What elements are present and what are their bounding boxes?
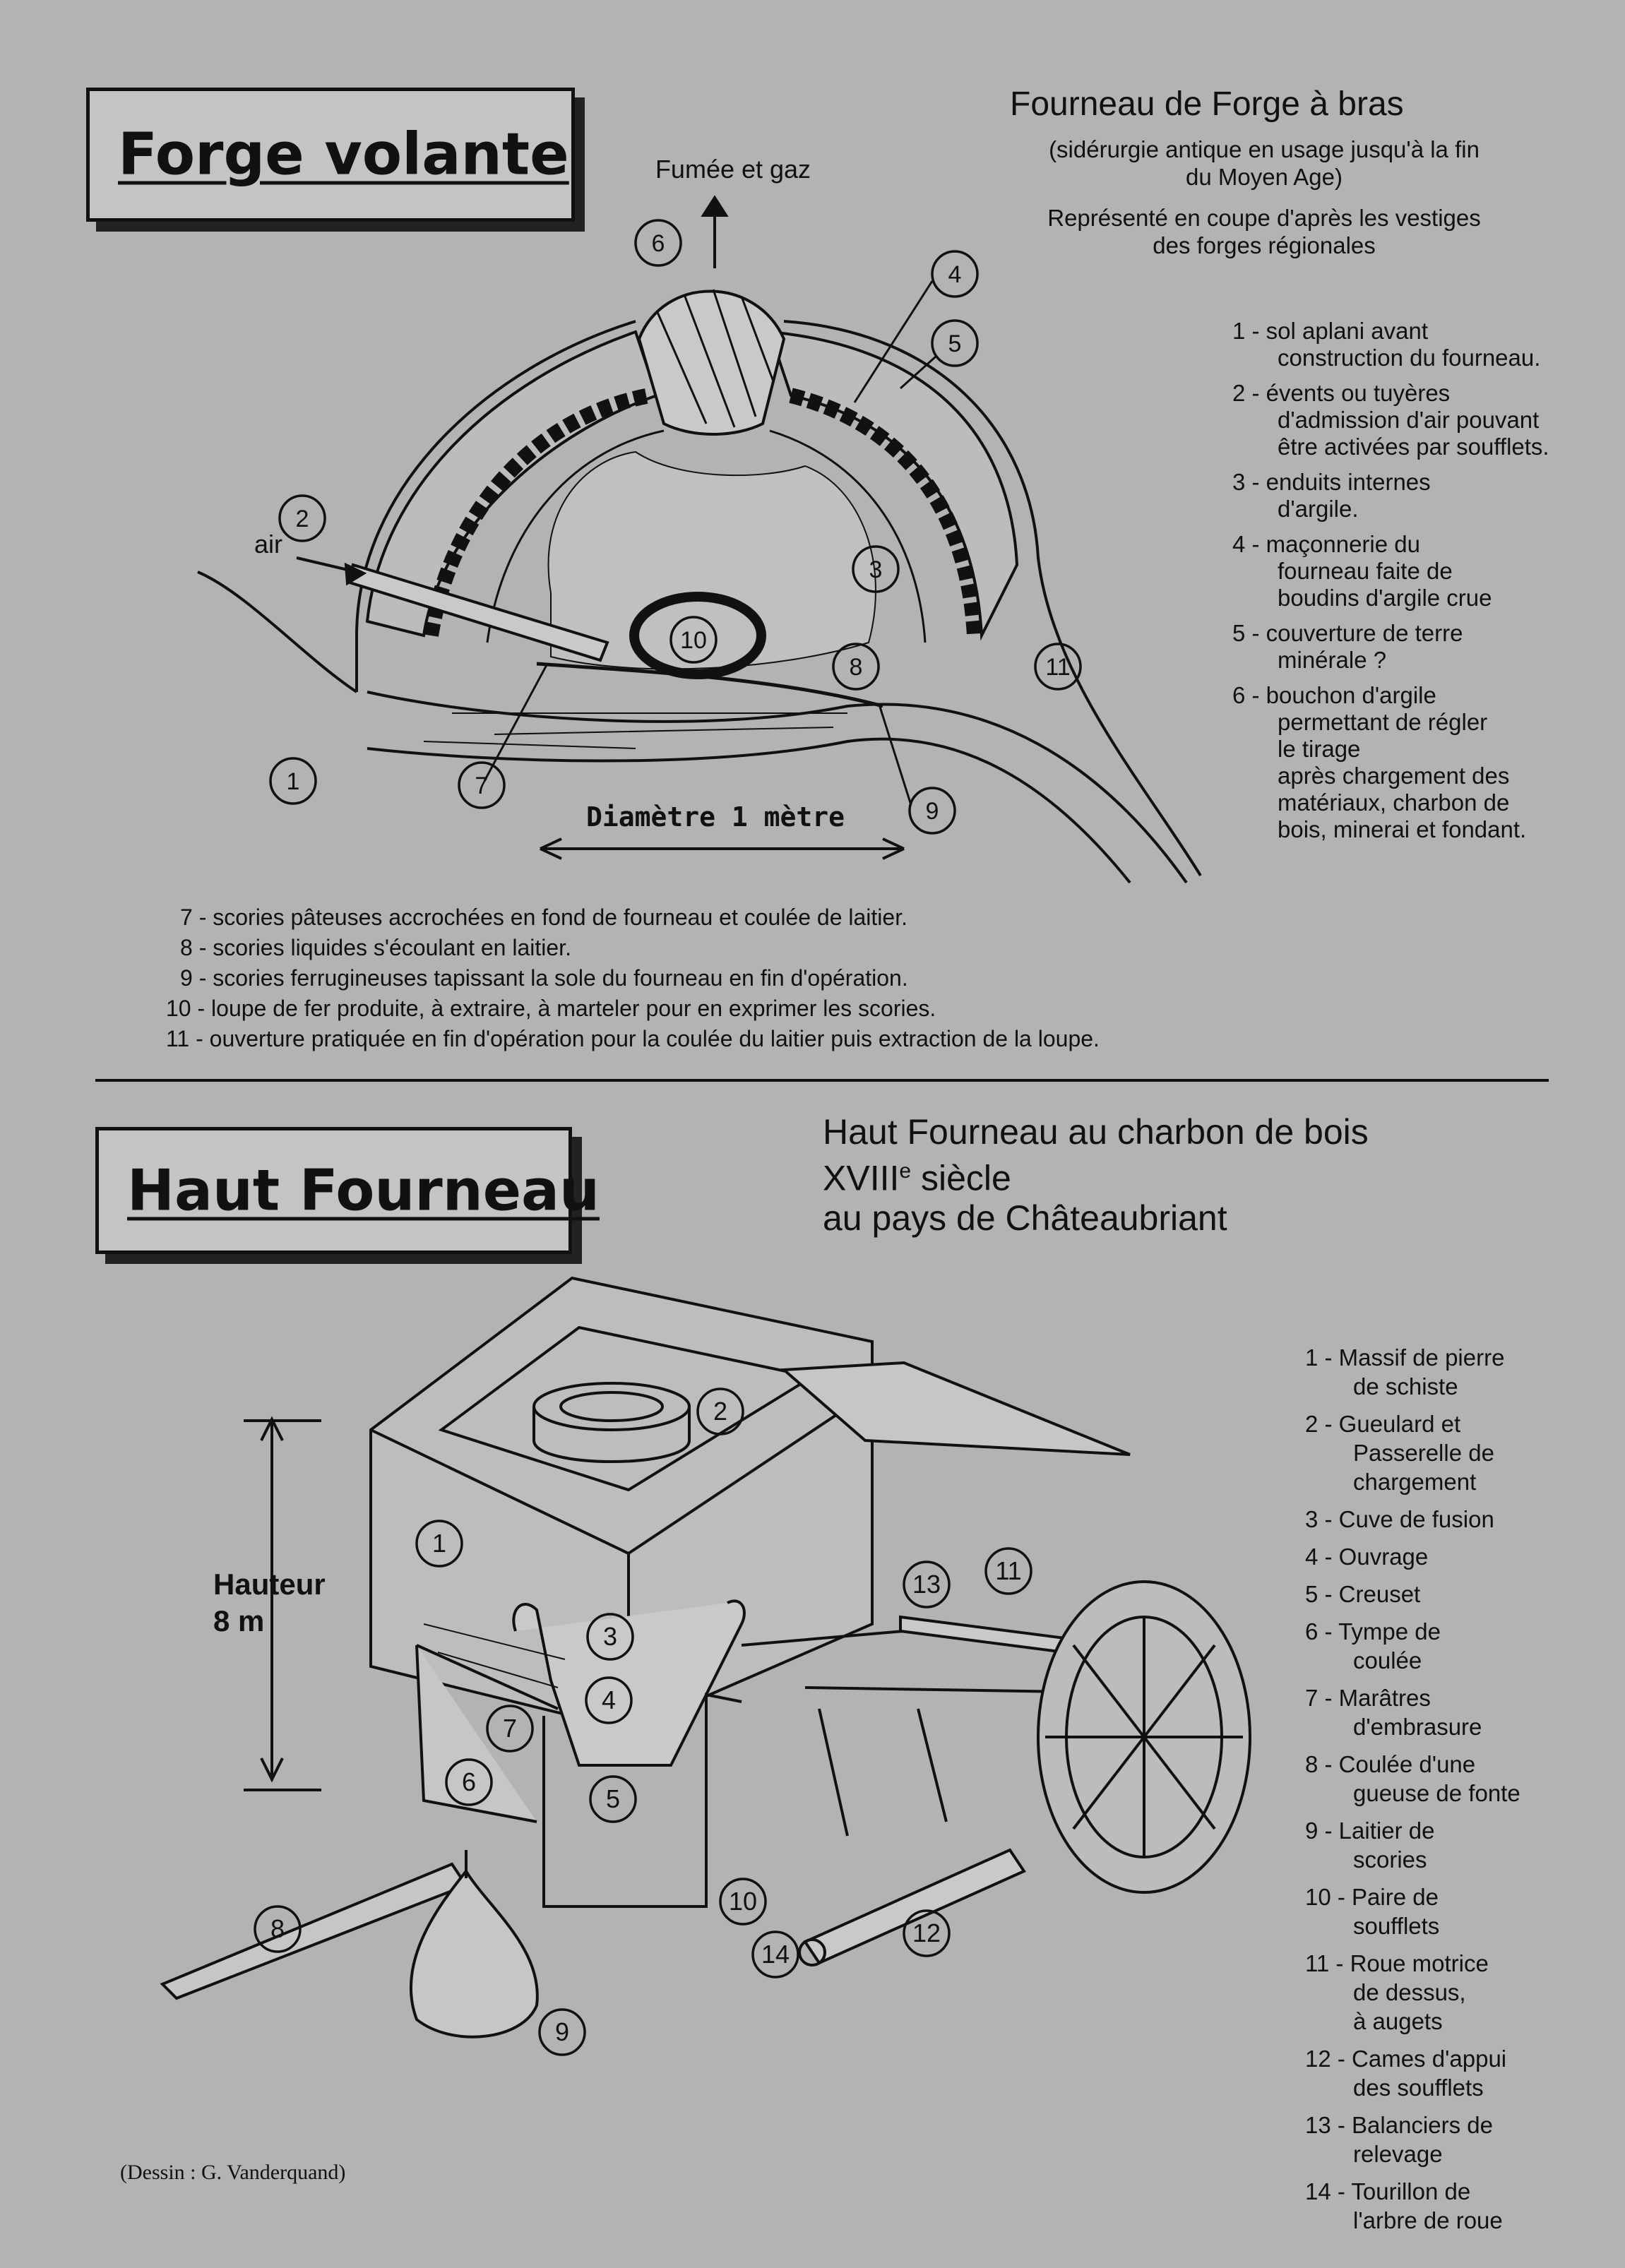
- callout-number: 9: [925, 798, 939, 825]
- legend-haut-fourneau-line: coulée: [1353, 1647, 1422, 1673]
- callout-number: 14: [761, 1940, 790, 1969]
- legend-haut-fourneau-line: 3 - Cuve de fusion: [1305, 1506, 1494, 1532]
- subtitle-line-1: (sidérurgie antique en usage jusqu'à la fin: [1049, 136, 1480, 162]
- callout-number: 6: [651, 230, 665, 257]
- callout-number: 3: [869, 556, 883, 583]
- legend-haut-fourneau-line: soufflets: [1353, 1913, 1440, 1939]
- legend-haut-fourneau-line: 14 - Tourillon de: [1305, 2178, 1471, 2204]
- legend-forge-line: construction du fourneau.: [1278, 345, 1541, 371]
- legend-haut-fourneau-line: 12 - Cames d'appui: [1305, 2046, 1507, 2072]
- callout-number: 13: [912, 1570, 941, 1599]
- legend-haut-fourneau-item: [1305, 2177, 1520, 2235]
- callout-number: 9: [554, 2017, 570, 2046]
- legend-forge-line: permettant de régler: [1278, 709, 1488, 735]
- callout-number: 11: [995, 1556, 1022, 1585]
- legend-forge-line: matériaux, charbon de: [1278, 789, 1510, 816]
- legend-forge-line: 5 - couverture de terre: [1232, 620, 1463, 646]
- legend-haut-fourneau-line: 5 - Creuset: [1305, 1581, 1421, 1607]
- heading-line-3: au pays de Châteaubriant: [823, 1198, 1227, 1238]
- callout-number: 6: [461, 1767, 477, 1796]
- legend-forge-line: d'argile.: [1278, 496, 1359, 522]
- legend-haut-fourneau-line: 13 - Balanciers de: [1305, 2112, 1493, 2138]
- legend-haut-fourneau-line: 7 - Marâtres: [1305, 1685, 1431, 1711]
- forge-note: 7 - scories pâteuses accrochées en fond de fourneau et coulée de laitier.: [180, 905, 907, 930]
- legend-forge-line: 6 - bouchon d'argile: [1232, 682, 1436, 708]
- smoke-arrowhead: [703, 198, 726, 215]
- forge-note: 10 - loupe de fer produite, à extraire, à marteler pour en exprimer les scories.: [166, 996, 936, 1021]
- heading-fourneau-forge: Fourneau de Forge à bras: [1010, 85, 1404, 123]
- legend-forge-line: 3 - enduits internes: [1232, 469, 1431, 495]
- heading-line-1: Haut Fourneau au charbon de bois: [823, 1112, 1369, 1152]
- represent-line-1: Représenté en coupe d'après les vestiges: [1047, 205, 1481, 231]
- legend-forge-line: boudins d'argile crue: [1278, 585, 1492, 611]
- legend-haut-fourneau-line: 6 - Tympe de: [1305, 1618, 1441, 1645]
- legend-haut-fourneau-line: l'arbre de roue: [1353, 2207, 1503, 2233]
- clay-plug: [639, 292, 784, 435]
- callout-number: 10: [680, 627, 707, 654]
- legend-haut-fourneau-line: chargement: [1353, 1469, 1477, 1495]
- legend-forge-line: 1 - sol aplani avant: [1232, 318, 1429, 344]
- century-superscript: e: [899, 1159, 912, 1183]
- callout-number: 5: [948, 330, 962, 357]
- callout-number: 7: [502, 1714, 518, 1743]
- legend-forge-line: après chargement des: [1278, 763, 1510, 789]
- legend-haut-fourneau-line: 1 - Massif de pierre: [1305, 1344, 1505, 1371]
- legend-haut-fourneau-line: 2 - Gueulard et: [1305, 1411, 1461, 1437]
- blast-furnace-diagram: [0, 1257, 1625, 2175]
- century-word: siècle: [911, 1158, 1011, 1198]
- credit: (Dessin : G. Vanderquand): [120, 2161, 346, 2184]
- callout-number: 10: [728, 1887, 758, 1916]
- legend-haut-fourneau-line: de dessus,: [1353, 1979, 1466, 2005]
- legend-haut-fourneau-line: relevage: [1353, 2141, 1443, 2167]
- legend-forge-line: 2 - évents ou tuyères: [1232, 380, 1451, 406]
- section-title-haut-fourneau: Haut Fourneau: [127, 1157, 600, 1224]
- callout-number: 4: [601, 1685, 617, 1714]
- furnace-charge: [549, 452, 876, 669]
- legend-haut-fourneau-line: à augets: [1353, 2008, 1443, 2034]
- air-label: air: [254, 530, 283, 559]
- legend-haut-fourneau-line: scories: [1353, 1846, 1427, 1873]
- section-title-forge-volante: Forge volante: [118, 121, 569, 189]
- callout-number: 8: [270, 1914, 285, 1943]
- ground-sole: [367, 692, 1186, 883]
- legend-forge-line: fourneau faite de: [1278, 558, 1453, 584]
- callout-number: 2: [295, 506, 309, 532]
- callout-number: 5: [605, 1784, 621, 1813]
- height-label-line-1: Hauteur: [213, 1568, 326, 1601]
- legend-haut-fourneau-line: 8 - Coulée d'une: [1305, 1751, 1476, 1777]
- legend-haut-fourneau-line: gueuse de fonte: [1353, 1780, 1520, 1806]
- forge-notes: [166, 902, 1100, 1054]
- callout-number: 1: [431, 1529, 447, 1558]
- legend-forge-line: le tirage: [1278, 736, 1361, 762]
- forge-note: 8 - scories liquides s'écoulant en laitier.: [180, 935, 571, 960]
- height-label-line-2: 8 m: [213, 1604, 265, 1637]
- represent-line-2: des forges régionales: [1153, 232, 1376, 258]
- forge-section-diagram: [0, 0, 1625, 918]
- legend-forge-line: minérale ?: [1278, 647, 1387, 673]
- heading-haut-fourneau: [823, 1112, 1369, 1238]
- forge-note: 9 - scories ferrugineuses tapissant la sole du fourneau en fin d'opération.: [180, 965, 908, 991]
- legend-haut-fourneau-line: 11 - Roue motrice: [1305, 1950, 1489, 1976]
- legend-forge-line: bois, minerai et fondant.: [1278, 816, 1527, 842]
- legend-haut-fourneau-line: Passerelle de: [1353, 1440, 1494, 1466]
- legend-haut-fourneau-line: 10 - Paire de: [1305, 1884, 1439, 1910]
- century-numeral: XVIII: [823, 1158, 900, 1198]
- callout-number: 3: [602, 1622, 618, 1651]
- callout-number: 12: [912, 1918, 941, 1947]
- subtitle-line-2: du Moyen Age): [1186, 163, 1343, 190]
- callout-number: 11: [1045, 654, 1071, 681]
- legend-haut-fourneau-line: de schiste: [1353, 1373, 1458, 1399]
- callout-number: 1: [286, 768, 300, 795]
- smoke-label: Fumée et gaz: [655, 155, 811, 184]
- callout-number: 7: [475, 772, 489, 799]
- title-box-haut-fourneau: [95, 1127, 600, 1254]
- callout-number: 4: [948, 261, 962, 288]
- legend-forge-line: être activées par soufflets.: [1278, 434, 1549, 460]
- legend-haut-fourneau-line: 9 - Laitier de: [1305, 1818, 1435, 1844]
- forge-note: 11 - ouverture pratiquée en fin d'opération pour la coulée du laitier puis extraction de la loupe.: [166, 1026, 1100, 1051]
- legend-haut-fourneau-line: des soufflets: [1353, 2075, 1484, 2101]
- legend-haut-fourneau-line: 4 - Ouvrage: [1305, 1544, 1429, 1570]
- section-divider: [95, 1079, 1549, 1082]
- heading-line-2: [823, 1152, 1369, 1198]
- legend-forge-line: d'admission d'air pouvant: [1278, 407, 1540, 433]
- callout-number: 2: [713, 1397, 728, 1426]
- diameter-label: Diamètre 1 mètre: [585, 801, 845, 832]
- callout-number: 8: [849, 654, 863, 681]
- legend-forge-line: 4 - maçonnerie du: [1232, 531, 1420, 557]
- legend-haut-fourneau-line: d'embrasure: [1353, 1714, 1482, 1740]
